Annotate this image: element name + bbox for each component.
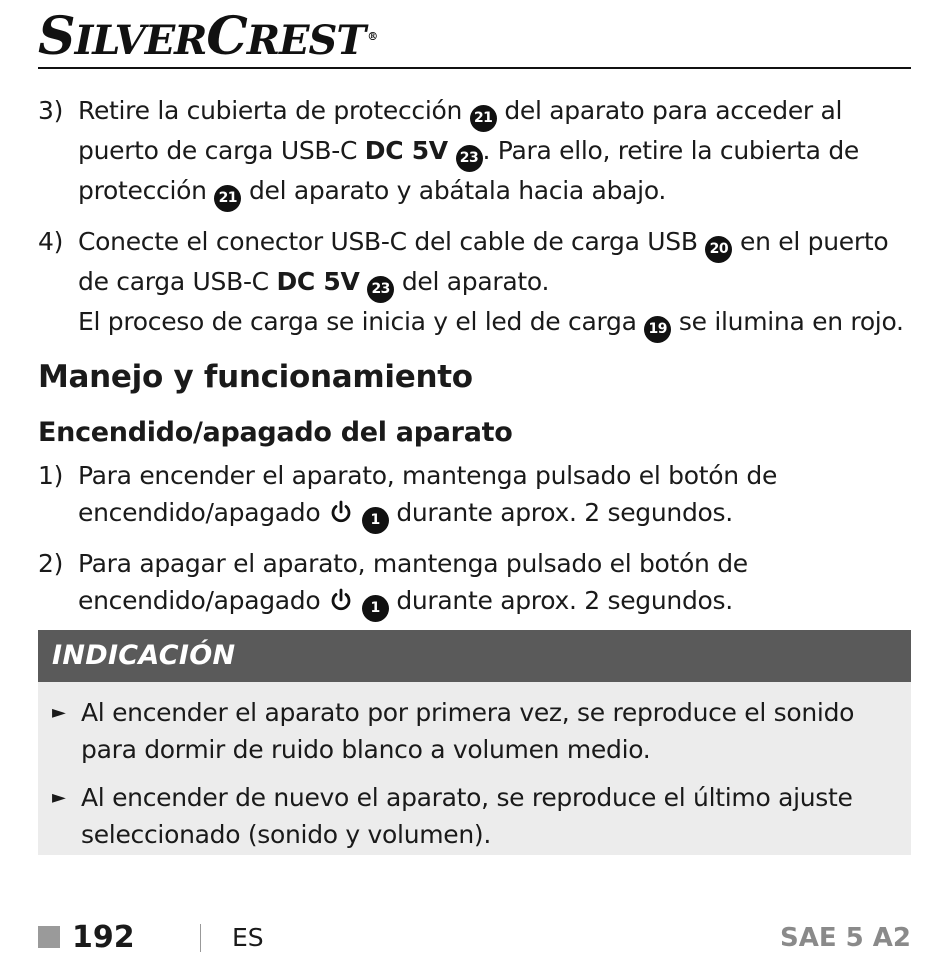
bullet-arrow-icon: ► — [52, 702, 66, 723]
step-text: Para apagar el aparato, mantenga pulsado el botón de encendido/apagado 1 durante aprox. 2 segundos. — [78, 545, 918, 622]
language-code: ES — [232, 923, 264, 952]
step-text: Para encender el aparato, mantenga pulsado el botón de encendido/apagado 1 durante aprox. 2 segundos. — [78, 457, 918, 534]
bullet-arrow-icon: ► — [52, 787, 66, 808]
page-number: 192 — [72, 920, 135, 955]
note-item — [38, 779, 911, 853]
note-item-text: Al encender de nuevo el aparato, se reproduce el último ajuste seleccionado (sonido y volumen). — [81, 783, 853, 849]
callout-23: 23 — [367, 276, 394, 303]
callout-19: 19 — [644, 316, 671, 343]
header-rule — [38, 67, 911, 69]
callout-23: 23 — [456, 145, 483, 172]
registered-mark: ® — [367, 29, 378, 43]
callout-1: 1 — [362, 507, 389, 534]
power-step-1 — [38, 457, 918, 534]
step-number: 3) — [38, 96, 64, 125]
step-number: 4) — [38, 227, 64, 256]
callout-21: 21 — [470, 105, 497, 132]
note-title: INDICACIÓN — [38, 630, 911, 682]
subsection-heading: Encendido/apagado del aparato — [38, 417, 513, 448]
silvercrest-logo: SILVERCREST ® — [38, 6, 378, 67]
callout-21: 21 — [214, 185, 241, 212]
step-text: Conecte el conector USB-C del cable de carga USB 20 en el puerto de carga USB-C DC 5V 23 del aparato. El proceso de carga se inicia y el led de carga 19 se ilumina en rojo. — [78, 223, 918, 343]
callout-1: 1 — [362, 595, 389, 622]
step-3 — [38, 92, 918, 212]
main-content — [38, 92, 918, 633]
callout-20: 20 — [705, 236, 732, 263]
step-number: 1) — [38, 461, 64, 490]
note-box — [38, 630, 911, 855]
section-heading: Manejo y funcionamiento — [38, 359, 473, 395]
power-icon — [328, 587, 354, 613]
model-number: SAE 5 A2 — [779, 923, 911, 953]
note-item-text: Al encender el aparato por primera vez, se reproduce el sonido para dormir de ruido blanco a volumen medio. — [81, 698, 855, 764]
power-icon — [328, 499, 354, 525]
step-4 — [38, 223, 918, 343]
note-item — [38, 694, 911, 768]
step-text: Retire la cubierta de protección 21 del aparato para acceder al puerto de carga USB-C DC 5V 23 . Para ello, retire la cubierta de protección 21 del aparato y abátala hacia abajo. — [78, 92, 918, 212]
step-number: 2) — [38, 549, 64, 578]
page-marker-square — [38, 926, 60, 948]
power-step-2 — [38, 545, 918, 622]
page-footer — [38, 918, 911, 958]
